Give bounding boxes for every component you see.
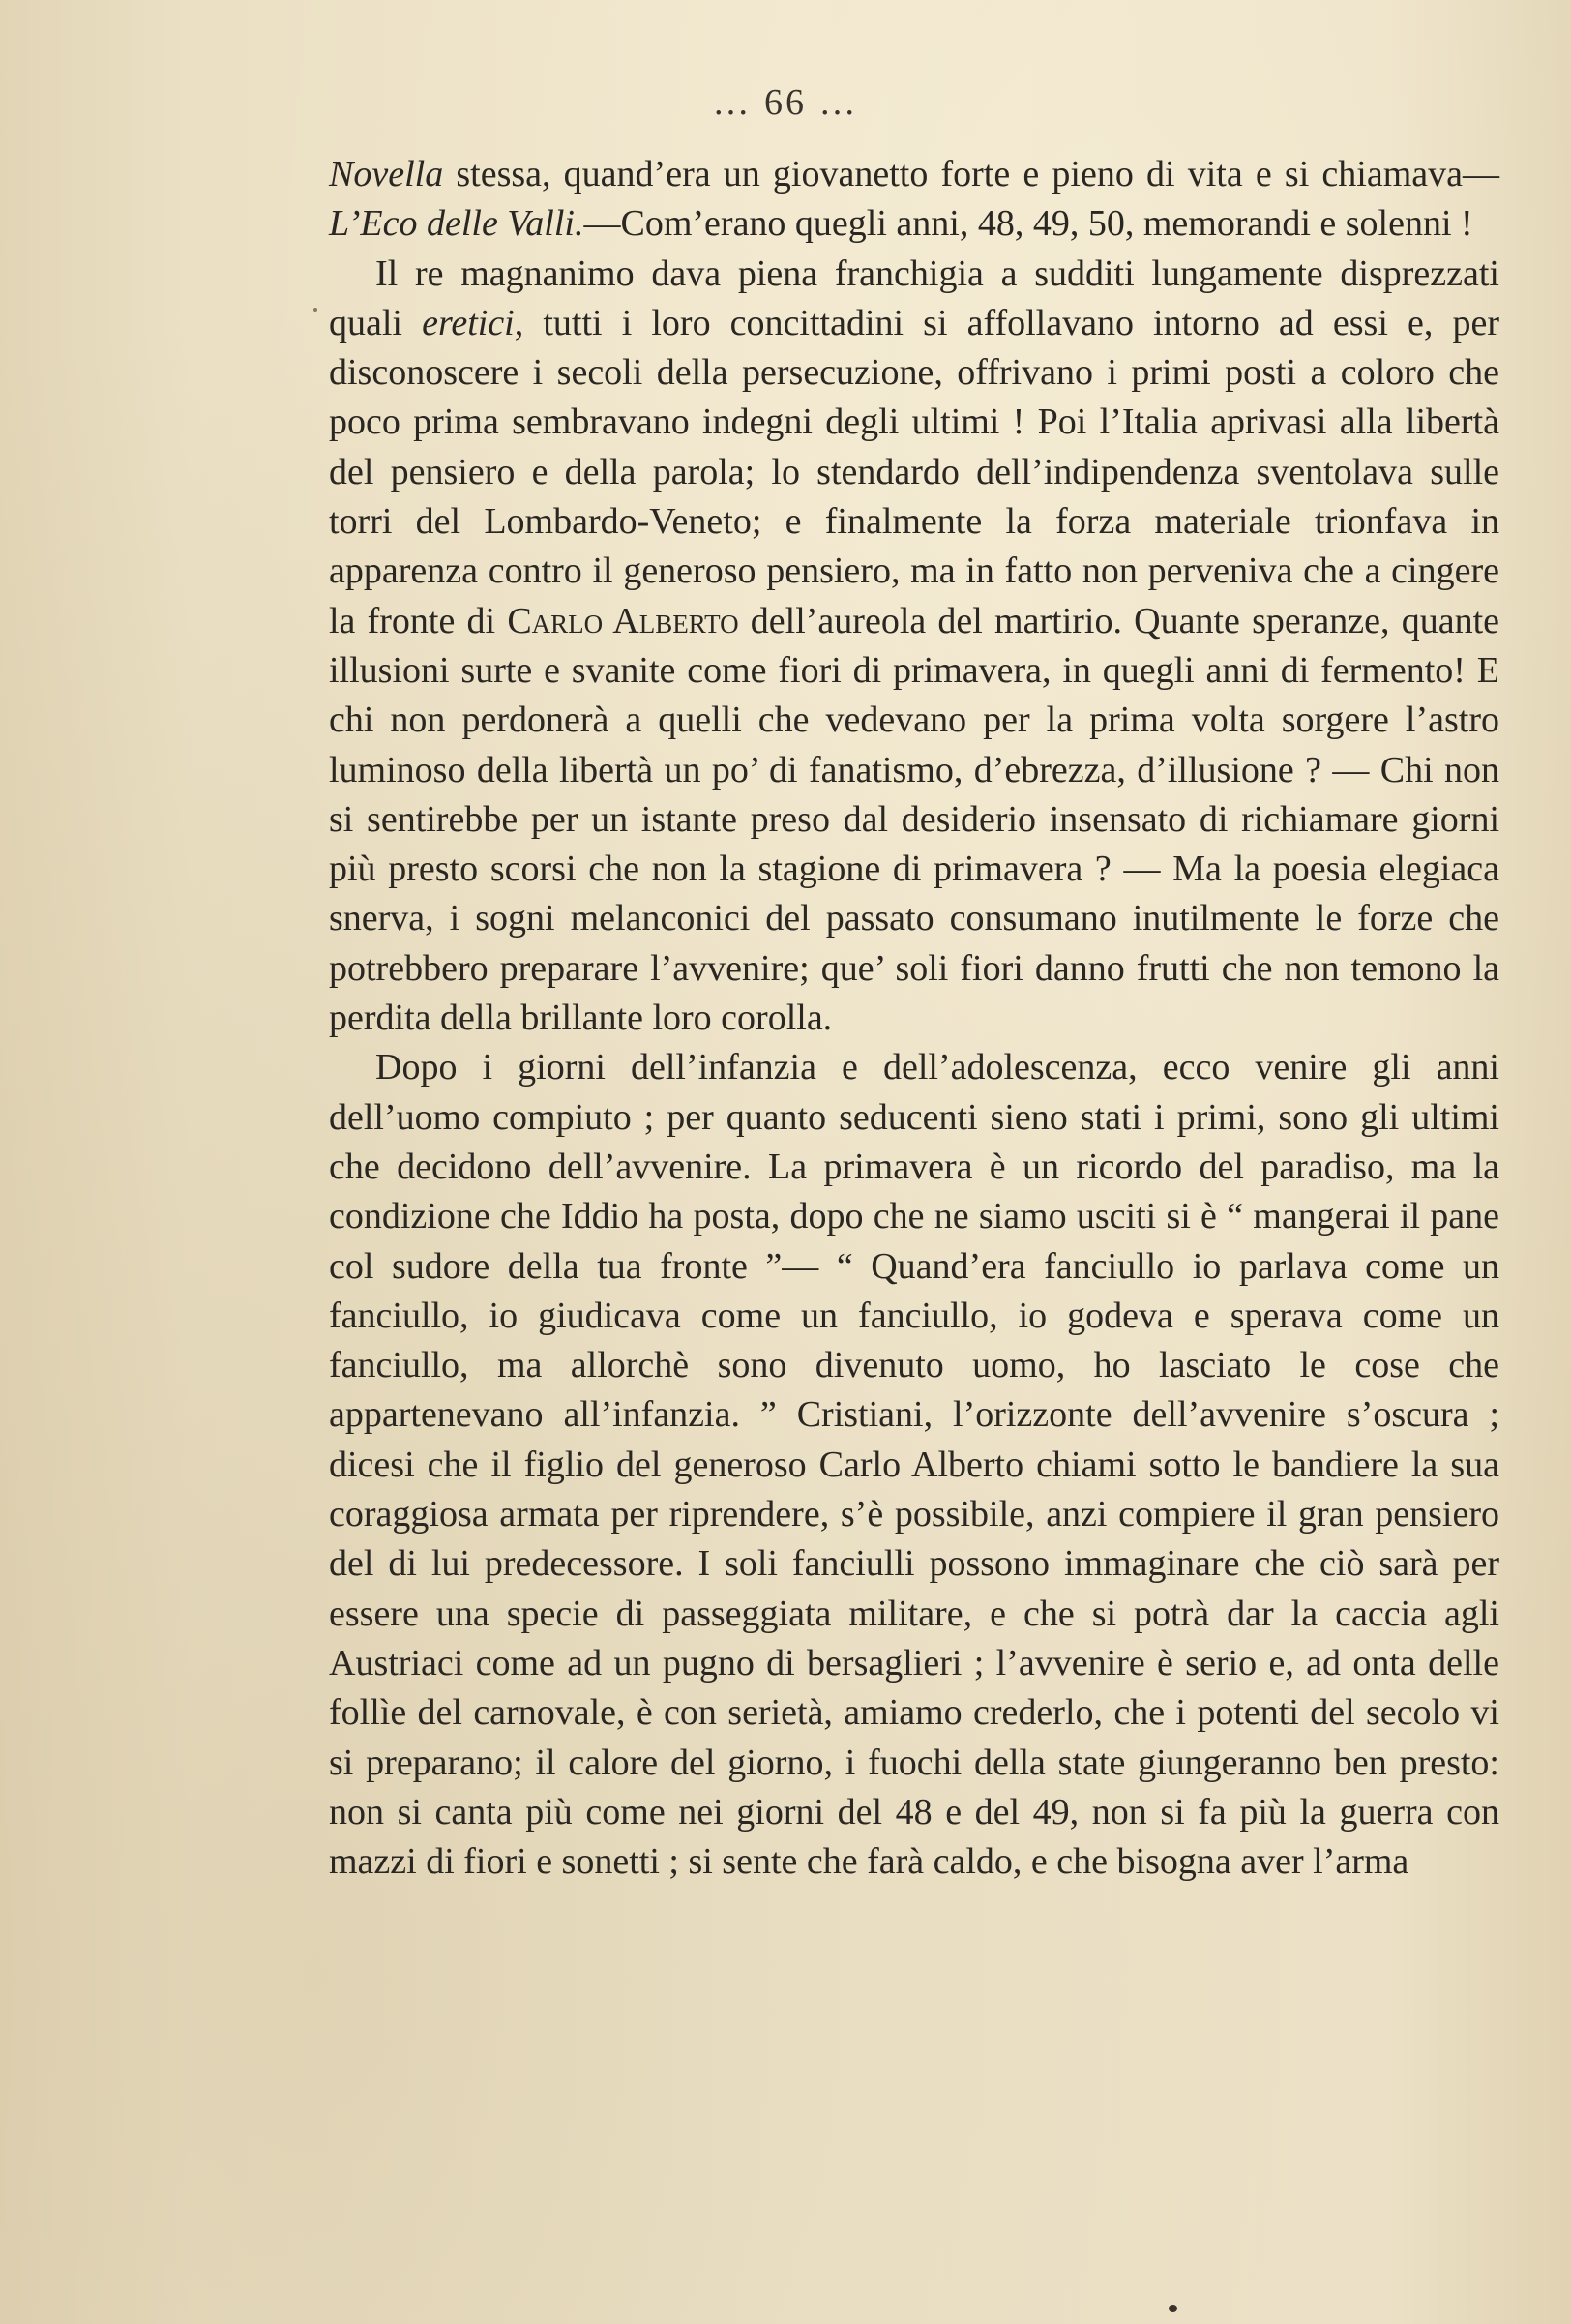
page-number: … 66 … [712,82,859,123]
paragraph [329,150,1499,250]
text-run: Dopo i giorni dell’infanzia e dell’adolescenza, ecco venire gli anni dell’uomo compiuto ; per quanto seducenti sieno stati i primi, sono gli ultimi che decidono dell’avvenire. La primavera è un ricordo del paradiso, ma la condizione che Iddio ha posta, dopo che ne siamo usciti si è “ mangerai il pane col sudore della tua fronte ”— “ Quand’era fanciullo io parlava come un fanciullo, io giudicava come un fanciullo, io godeva e sperava come un fanciullo, ma allorchè sono divenuto uomo, ho lasciato le cose che appartenevano all’infanzia. ” Cristiani, l’orizzonte dell’avvenire s’oscura ; dicesi che il figlio del generoso Carlo Alberto chiami sotto le bandiere la sua coraggiosa armata per riprendere, s’è possibile, anzi compiere il gran pensiero del di lui predecessore. I soli fanciulli possono immaginare che ciò sarà per essere una specie di passeggiata militare, e che si potrà dar la caccia agli Austriaci come ad un pugno di bersaglieri ; l’avvenire è serio e, ad onta delle follìe del carnovale, è con serietà, amiamo crederlo, che i potenti del secolo vi si preparano; il calore del giorno, i fuochi della state giungeranno ben presto: non si canta più come nei giorni del 48 e del 49, non si fa più la guerra con mazzi di fiori e sonetti ; si sente che farà caldo, e che bisogna aver l’arma [329,1047,1499,1883]
smallcaps-name: Carlo Alberto [507,600,739,641]
text-run: Il re magnanimo dava piena franchigia a sudditi lungamente disprezzati quali [329,253,1499,343]
body-text [329,150,1499,1887]
text-run: , tutti i loro concittadini si affollavano intorno ad essi e, per disconoscere i secoli della persecuzione, offrivano i primi posti a coloro che poco prima sembravano indegni degli ultimi ! Poi l’Italia aprivasi alla libertà del pensiero e della parola; lo stendardo dell’indipendenza sventolava sulle torri del Lombardo-Veneto; e finalmente la forza materiale trionfava in apparenza contro il generoso pensiero, ma in fatto non perveniva che a cingere la fronte di [329,302,1500,641]
text-run: stessa, quand’era un giovanetto forte e pieno di vita e si chiamava— [443,154,1499,194]
italic-text: eretici [422,302,515,343]
ink-speck [1169,2305,1177,2312]
paragraph [329,1043,1499,1887]
italic-text: Novella [329,154,444,194]
paragraph [329,250,1499,1044]
italic-text: L’Eco delle Valli. [329,203,584,245]
ink-speck [313,308,317,312]
text-run: —Com’erano quegli anni, 48, 49, 50, memorandi e solenni ! [583,203,1473,245]
text-run: dell’aureola del martirio. Quante speranze, quante illusioni surte e svanite come fiori di primavera, in quegli anni di fermento! E chi non perdonerà a quelli che vedevano per la prima volta sorgere l’astro luminoso della libertà un po’ di fanatismo, d’ebrezza, d’illusione ? — Chi non si sentirebbe per un istante preso dal desiderio insensato di richiamare giorni più presto scorsi che non la stagione di primavera ? — Ma la poesia elegiaca snerva, i sogni melanconici del passato consumano inutilmente le forze che potrebbero preparare l’avvenire; que’ soli fiori danno frutti che non temono la perdita della brillante loro corolla. [329,600,1499,1039]
